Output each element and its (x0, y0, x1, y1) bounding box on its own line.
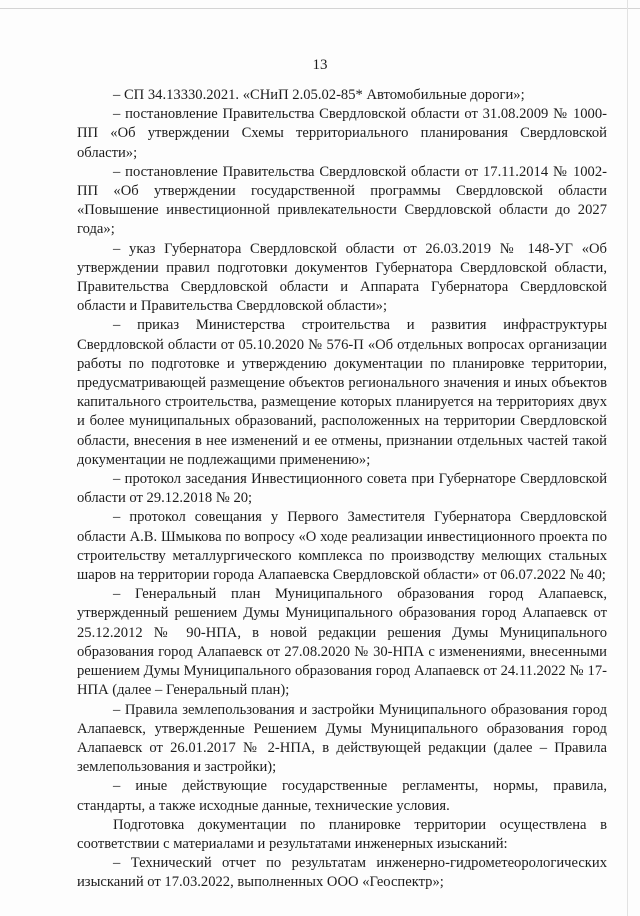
paragraph-generalnyi-plan: – Генеральный план Муниципального образования город Алапаевск, утвержденный решением Думы Муниципального образования город Алапаевск от 25.12.2012 № 90-НПА, в новой редакции решения Думы Муниципального образования город Алапаевск от 27.08.2020 № 30-НПА с изменениями, внесенными решением Думы Муниципального образования город Алапаевск от 24.11.2022 № 17-НПА (далее – Генеральный план); (77, 586, 607, 699)
paragraph-podgotovka-dokumentatsii: Подготовка документации по планировке территории осуществлена в соответствии с материалами и результатами инженерных изысканий: (77, 816, 607, 852)
paragraph-postanovlenie-1002-pp: – постановление Правительства Свердловской области от 17.11.2014 № 1002-ПП «Об утверждении государственной программы Свердловской области «Повышение инвестиционной привлекательности Свердловской области до 2027 года»; (77, 163, 607, 238)
document-body (77, 86, 607, 893)
paragraph-inye-reglamenty: – иные действующие государственные регламенты, нормы, правила, стандарты, а также исходные данные, технические условия. (77, 778, 607, 814)
paragraph-sp-34-13330: – СП 34.13330.2021. «СНиП 2.05.02-85* Автомобильные дороги»; (113, 87, 525, 103)
paragraph-postanovlenie-1000-pp: – постановление Правительства Свердловской области от 31.08.2009 № 1000-ПП «Об утверждении Схемы территориального планирования Свердловской области»; (77, 106, 607, 161)
paragraph-ukaz-148-ug: – указ Губернатора Свердловской области от 26.03.2019 № 148-УГ «Об утверждении правил подготовки документов Губернатора Свердловской области, Правительства Свердловской области и Аппарата Губернатора Свердловской области и Правительства Свердловской области»; (77, 240, 607, 315)
paragraph-pravila-zemlepolzovaniya: – Правила землепользования и застройки Муниципального образования город Алапаевск, утвержденные Решением Думы Муниципального образования город Алапаевск от 26.01.2017 № 2-НПА, в действующей редакции (далее – Правила землепользования и застройки); (77, 701, 607, 776)
paragraph-prikaz-576-p: – приказ Министерства строительства и развития инфраструктуры Свердловской области от 05.10.2020 № 576-П «Об отдельных вопросах организации работы по подготовке и утверждению документации по планировке территории, предусматривающей размещение объектов регионального значения и иных объектов капитального строительства, размещение которых планируется на территориях двух и более муниципальных образований, расположенных на территории Свердловской области, внесения в нее изменений и ее отмены, признании отдельных частей такой документации не подлежащими применению»; (77, 317, 607, 468)
scan-right-edge (627, 0, 628, 916)
page-number: 13 (312, 57, 328, 73)
paragraph-protokol-shmykov: – протокол совещания у Первого Заместителя Губернатора Свердловской области А.В. Шмыкова по вопросу «О ходе реализации инвестиционного проекта по строительству металлургического комплекса по производству мелющих стальных шаров на территории города Алапаевска Свердловской области» от 06.07.2022 № 40; (77, 509, 607, 584)
paragraph-tekhnicheskii-otchet: – Технический отчет по результатам инженерно-гидрометеорологических изысканий от 17.03.2022, выполненных ООО «Геоспектр»; (77, 855, 607, 891)
scan-top-edge (0, 8, 640, 9)
paragraph-protokol-investsovet: – протокол заседания Инвестиционного совета при Губернаторе Свердловской области от 29.12.2018 № 20; (77, 471, 607, 507)
